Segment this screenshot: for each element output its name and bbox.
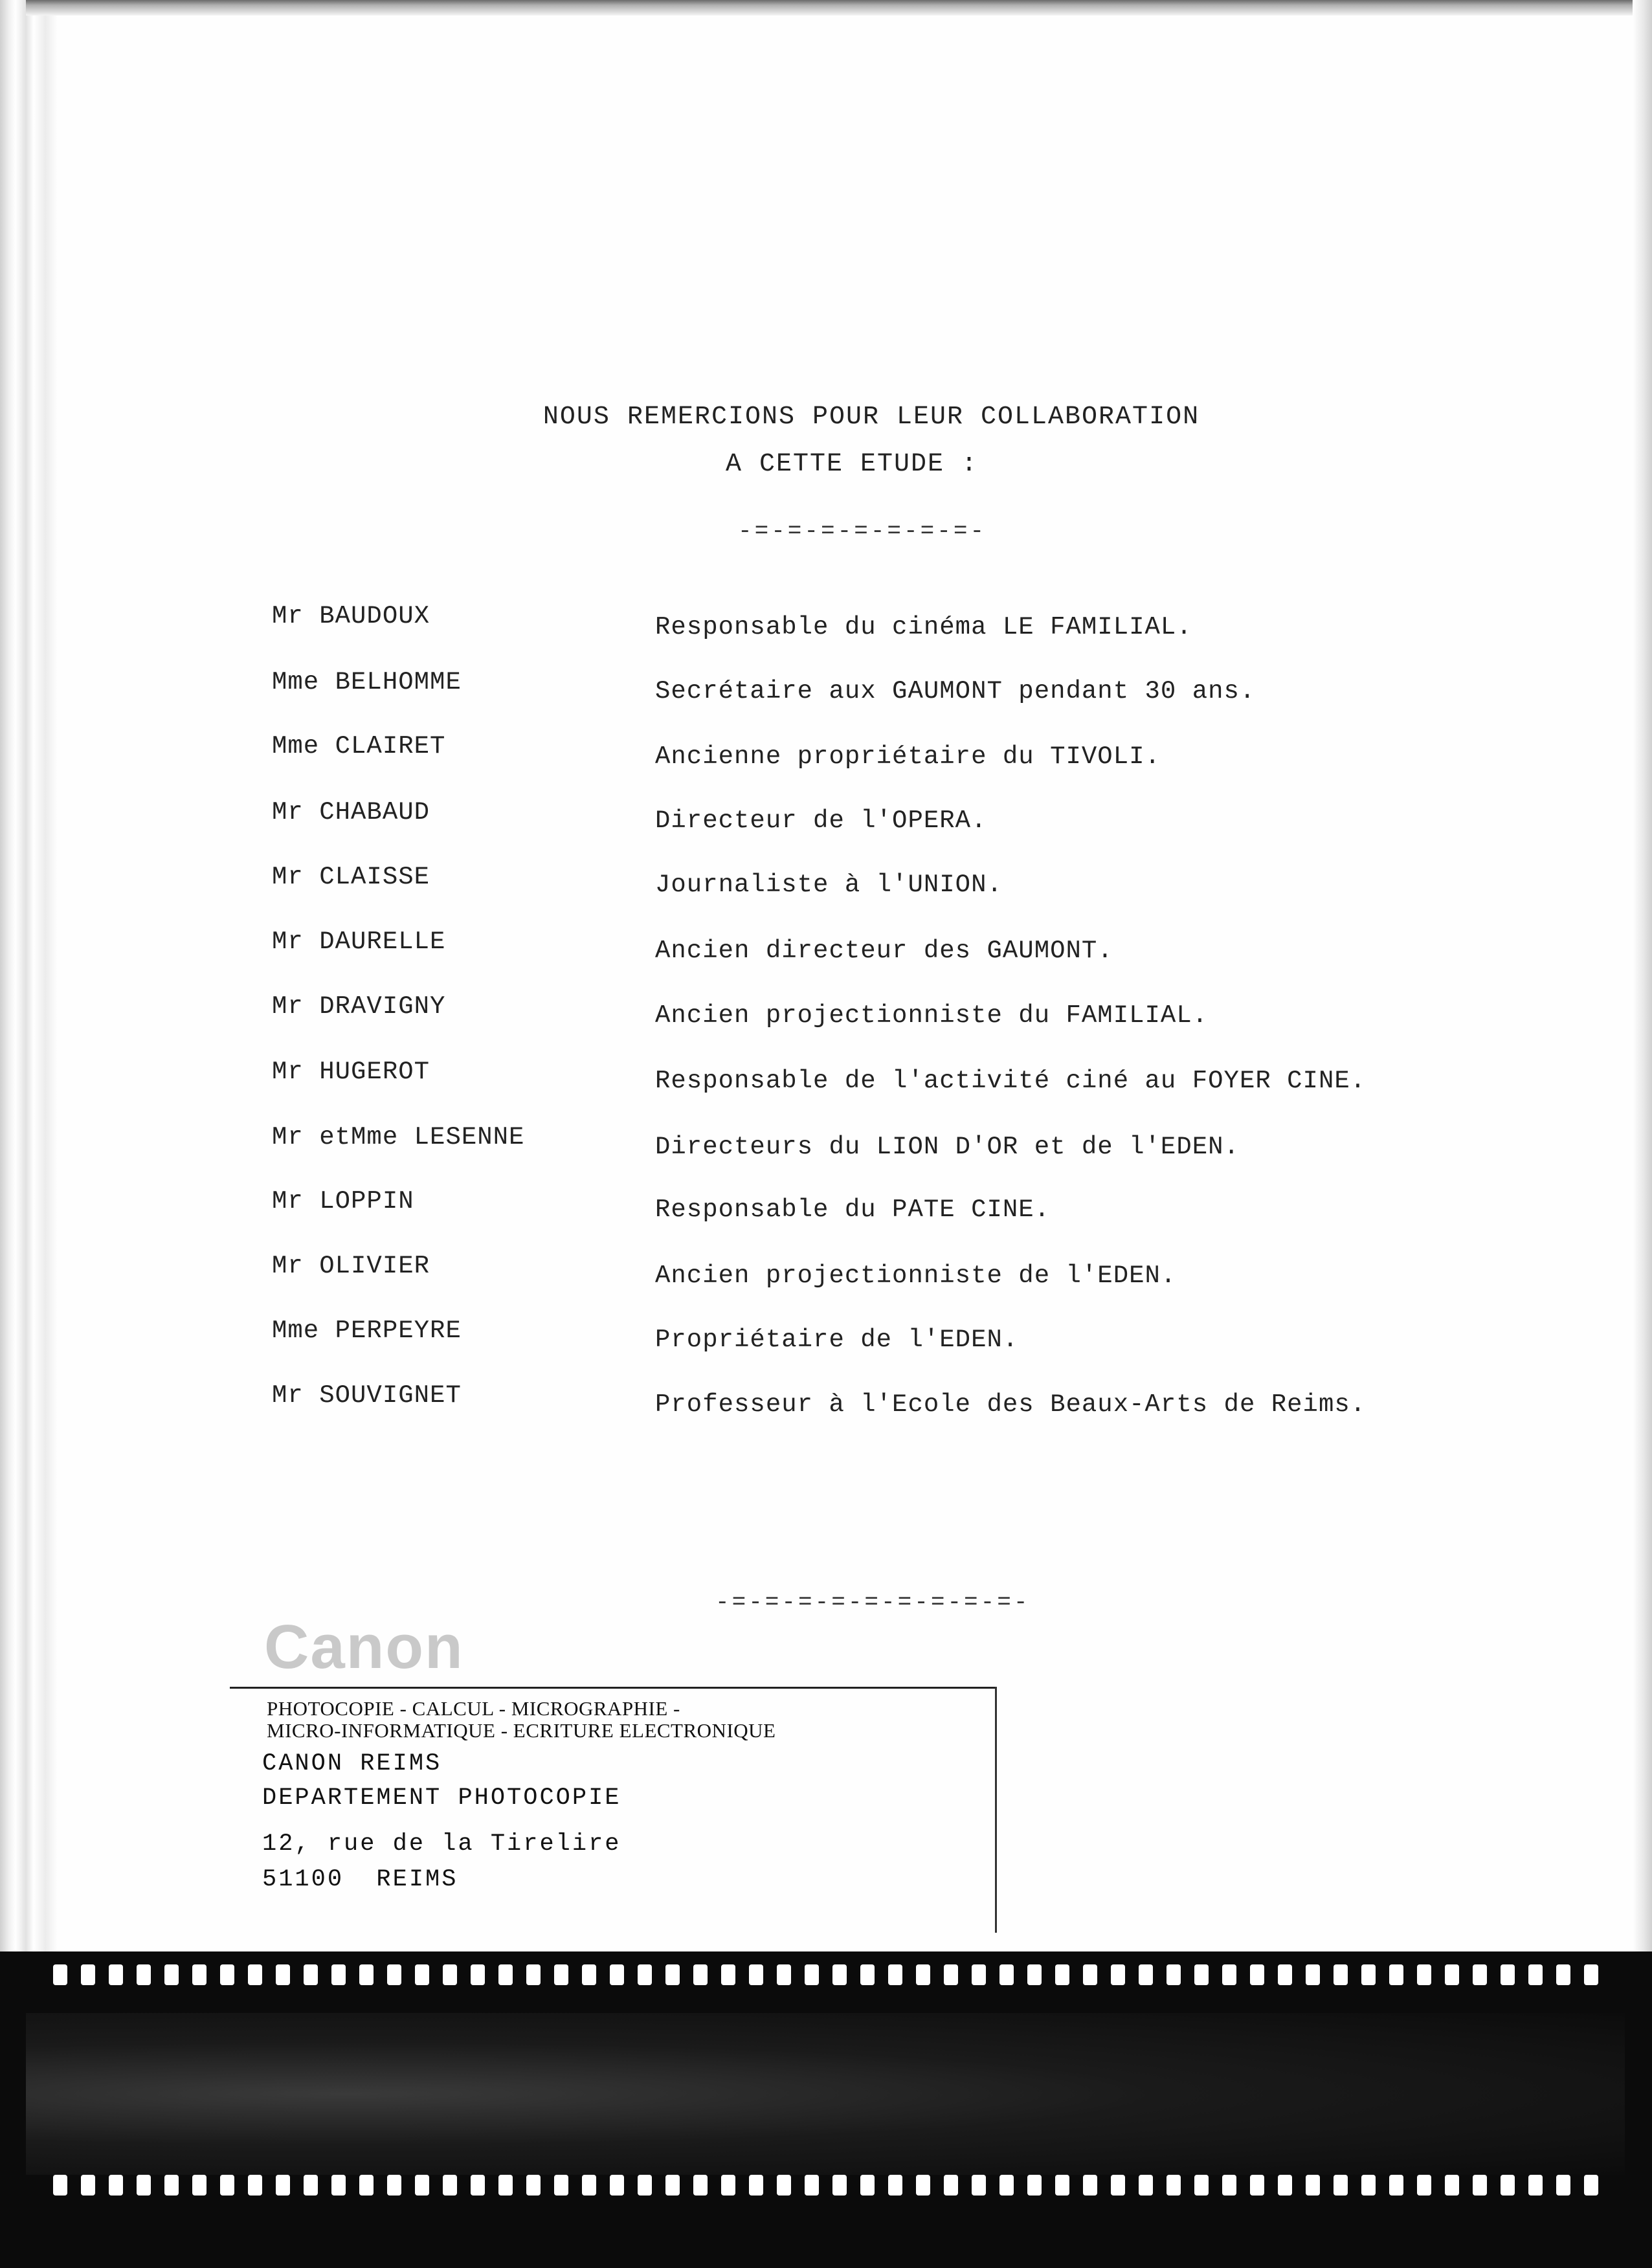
film-perforation (387, 2175, 401, 2196)
film-perforation (192, 1964, 206, 1985)
stamp-rule-vertical (995, 1687, 997, 1933)
separator-top: -=-=-=-=-=-=-=- (738, 518, 987, 544)
film-perforation (109, 1964, 123, 1985)
contributor-role: Journaliste à l'UNION. (655, 871, 1003, 899)
contributor-name: Mme BELHOMME (272, 668, 462, 696)
contributor-name: Mr BAUDOUX (272, 602, 430, 630)
film-perforation (972, 1964, 986, 1985)
film-perforation (749, 1964, 763, 1985)
film-perforation (1501, 1964, 1515, 1985)
film-perforation (1222, 1964, 1236, 1985)
film-perforation (1528, 1964, 1543, 1985)
film-perforation (248, 1964, 262, 1985)
film-perforation (582, 2175, 596, 2196)
film-perforation (1250, 1964, 1264, 1985)
film-perforation (1361, 2175, 1376, 2196)
contributor-role: Directeurs du LION D'OR et de l'EDEN. (655, 1133, 1240, 1161)
film-perforation (916, 2175, 930, 2196)
film-perforation (526, 1964, 541, 1985)
film-perforation (1055, 2175, 1069, 2196)
film-perforation (1501, 2175, 1515, 2196)
film-perforation (1083, 1964, 1097, 1985)
stamp-company: CANON REIMS (262, 1750, 442, 1777)
film-perforation (944, 1964, 958, 1985)
canon-logo: Canon (264, 1612, 464, 1682)
film-perforation (1139, 1964, 1153, 1985)
stamp-department: DEPARTEMENT PHOTOCOPIE (262, 1784, 621, 1812)
film-perforation (693, 2175, 708, 2196)
film-perforation (1389, 1964, 1403, 1985)
film-perforation (1473, 1964, 1487, 1985)
contributor-name: Mr CLAISSE (272, 863, 430, 891)
film-perforation (415, 1964, 429, 1985)
page-binding-edge (0, 0, 58, 2268)
page-right-edge (1633, 0, 1652, 2268)
film-perforation (1417, 1964, 1431, 1985)
film-perforation (359, 2175, 374, 2196)
film-perforation (1083, 2175, 1097, 2196)
contributor-name: Mr DAURELLE (272, 928, 446, 956)
film-perforation (53, 1964, 67, 1985)
film-perforation (387, 1964, 401, 1985)
film-perforation (1584, 1964, 1598, 1985)
contributor-role: Ancien projectionniste du FAMILIAL. (655, 1001, 1209, 1030)
film-perforation (1194, 1964, 1209, 1985)
film-perforation (805, 1964, 819, 1985)
contributor-role: Propriétaire de l'EDEN. (655, 1326, 1019, 1354)
film-perforation (665, 1964, 680, 1985)
film-perforation (81, 2175, 95, 2196)
contributor-role: Responsable de l'activité ciné au FOYER CINE. (655, 1067, 1367, 1095)
film-perforation (53, 2175, 67, 2196)
film-perforation (1166, 2175, 1181, 2196)
contributor-role: Professeur à l'Ecole des Beaux-Arts de Reims. (655, 1390, 1367, 1419)
film-perforation (554, 1964, 568, 1985)
heading-line-2: A CETTE ETUDE : (725, 450, 979, 479)
separator-bottom: -=-=-=-=-=-=-=-=-=- (715, 1589, 1031, 1616)
film-perforation (1473, 2175, 1487, 2196)
film-perforations-top (53, 1964, 1652, 1986)
film-perforation (276, 2175, 290, 2196)
film-perforation (888, 2175, 902, 2196)
film-perforation (777, 2175, 791, 2196)
film-perforation (1027, 1964, 1042, 1985)
film-perforation (554, 2175, 568, 2196)
contributor-name: Mr OLIVIER (272, 1252, 430, 1280)
contributor-name: Mr HUGEROT (272, 1058, 430, 1086)
film-perforation (220, 1964, 234, 1985)
film-perforations-bottom (53, 2175, 1652, 2197)
film-perforation (693, 1964, 708, 1985)
film-perforation (471, 1964, 485, 1985)
film-perforation (1556, 1964, 1570, 1985)
film-perforation (471, 2175, 485, 2196)
film-perforation (638, 2175, 652, 2196)
film-perforation (860, 2175, 875, 2196)
film-perforation (832, 2175, 847, 2196)
contributor-name: Mr DRAVIGNY (272, 992, 446, 1021)
contributor-role: Ancien directeur des GAUMONT. (655, 937, 1113, 965)
film-perforation (805, 2175, 819, 2196)
stamp-street: 12, rue de la Tirelire (262, 1830, 621, 1858)
film-perforation (526, 2175, 541, 2196)
film-perforation (1556, 2175, 1570, 2196)
contributor-role: Responsable du cinéma LE FAMILIAL. (655, 613, 1192, 641)
film-perforation (777, 1964, 791, 1985)
contributor-role: Secrétaire aux GAUMONT pendant 30 ans. (655, 677, 1256, 706)
page-top-edge (26, 0, 1652, 16)
film-perforation (331, 2175, 346, 2196)
film-perforation (1445, 2175, 1459, 2196)
film-perforation (888, 1964, 902, 1985)
stamp-services-line-1: PHOTOCOPIE - CALCUL - MICROGRAPHIE - (267, 1697, 680, 1720)
stamp-services-line-2: MICRO-INFORMATIQUE - ECRITURE ELECTRONIQUE (267, 1719, 776, 1742)
film-perforation (137, 2175, 151, 2196)
film-perforation (331, 1964, 346, 1985)
film-perforation (164, 2175, 179, 2196)
film-perforation (721, 1964, 735, 1985)
film-perforation (1250, 2175, 1264, 2196)
film-perforation (944, 2175, 958, 2196)
film-perforation (276, 1964, 290, 1985)
film-perforation (1389, 2175, 1403, 2196)
film-perforation (1139, 2175, 1153, 2196)
contributor-role: Directeur de l'OPERA. (655, 806, 987, 835)
film-perforation (164, 1964, 179, 1985)
film-perforation (443, 1964, 457, 1985)
film-perforation (665, 2175, 680, 2196)
contributor-name: Mme CLAIRET (272, 732, 446, 761)
film-perforation (1111, 1964, 1125, 1985)
film-perforation (443, 2175, 457, 2196)
heading-line-1: NOUS REMERCIONS POUR LEUR COLLABORATION (542, 403, 1200, 432)
film-perforation (1584, 2175, 1598, 2196)
film-perforation (999, 2175, 1014, 2196)
film-perforation (137, 1964, 151, 1985)
film-perforation (1027, 2175, 1042, 2196)
film-perforation (1306, 2175, 1320, 2196)
contributor-role: Ancienne propriétaire du TIVOLI. (655, 742, 1161, 771)
film-perforation (304, 1964, 318, 1985)
film-perforation (109, 2175, 123, 2196)
stamp-rule (230, 1687, 997, 1689)
film-perforation (1278, 1964, 1292, 1985)
film-perforation (916, 1964, 930, 1985)
contributor-name: Mr SOUVIGNET (272, 1381, 462, 1410)
contributor-role: Responsable du PATE CINE. (655, 1195, 1051, 1224)
film-perforation (1334, 2175, 1348, 2196)
film-perforation (749, 2175, 763, 2196)
film-perforation (1417, 2175, 1431, 2196)
film-perforation (972, 2175, 986, 2196)
contributor-role: Ancien projectionniste de l'EDEN. (655, 1262, 1177, 1290)
contributor-name: Mr etMme LESENNE (272, 1123, 525, 1151)
film-perforation (248, 2175, 262, 2196)
film-perforation (1222, 2175, 1236, 2196)
contributor-name: Mr LOPPIN (272, 1187, 414, 1216)
film-perforation (638, 1964, 652, 1985)
film-perforation (192, 2175, 206, 2196)
film-perforation (1306, 1964, 1320, 1985)
film-perforation (220, 2175, 234, 2196)
film-perforation (1055, 1964, 1069, 1985)
film-perforation (359, 1964, 374, 1985)
film-perforation (582, 1964, 596, 1985)
film-perforation (415, 2175, 429, 2196)
film-perforation (832, 1964, 847, 1985)
film-perforation (1278, 2175, 1292, 2196)
film-perforation (304, 2175, 318, 2196)
contributor-name: Mr CHABAUD (272, 798, 430, 827)
film-perforation (610, 2175, 624, 2196)
film-perforation (498, 2175, 513, 2196)
film-perforation (999, 1964, 1014, 1985)
film-perforation (1111, 2175, 1125, 2196)
stamp-city: 51100 REIMS (262, 1866, 458, 1893)
film-perforation (81, 1964, 95, 1985)
film-perforation (610, 1964, 624, 1985)
film-perforation (1361, 1964, 1376, 1985)
film-perforation (498, 1964, 513, 1985)
film-perforation (721, 2175, 735, 2196)
film-perforation (1166, 1964, 1181, 1985)
film-perforation (1445, 1964, 1459, 1985)
film-frame (26, 2013, 1625, 2175)
contributor-name: Mme PERPEYRE (272, 1317, 462, 1345)
film-perforation (1528, 2175, 1543, 2196)
film-perforation (1334, 1964, 1348, 1985)
film-perforation (1194, 2175, 1209, 2196)
film-perforation (860, 1964, 875, 1985)
